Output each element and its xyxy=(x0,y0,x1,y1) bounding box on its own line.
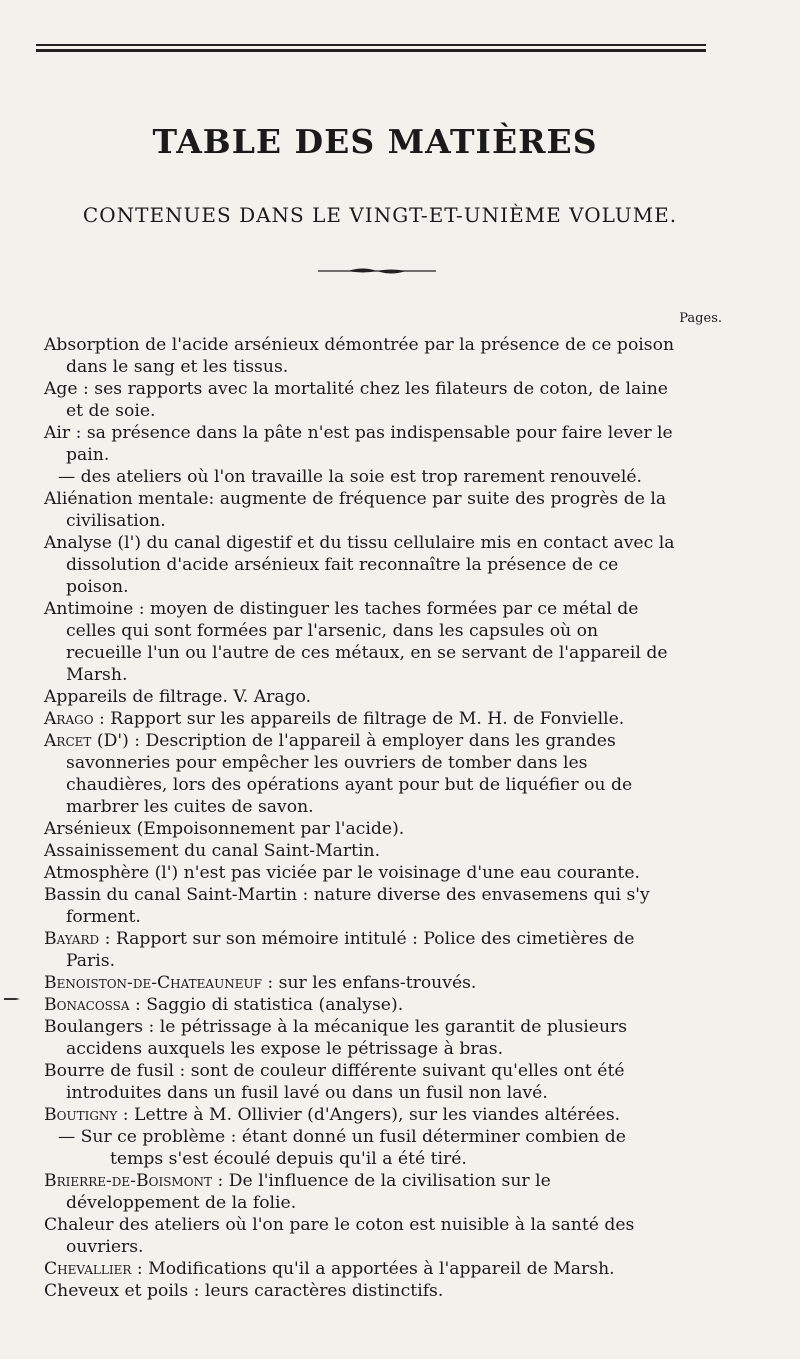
toc-entry-author: Arcet xyxy=(44,731,92,751)
toc-entry-text: Atmosphère (l') n'est pas viciée par le voisinage d'une eau courante. xyxy=(44,863,640,883)
toc-entry-text: : Modifications qu'il a apportées à l'appareil de Marsh. xyxy=(131,1259,615,1279)
toc-entry-text: : Saggio di statistica (analyse). xyxy=(129,995,404,1015)
toc-entry-text: — Sur ce problème : étant donné un fusil déterminer combien de temps s'est écoulé depuis qu'il a été tiré. xyxy=(58,1127,626,1169)
toc-entry-text: Antimoine : moyen de distinguer les taches formées par ce métal de celles qui sont formées par l'arsenic, dans les capsules où on recueille l'un ou l'autre de ces métaux, en se servant de l'appareil de Marsh. xyxy=(44,599,668,685)
toc-entry-text: Age : ses rapports avec la mortalité chez les filateurs de coton, de laine et de soie. xyxy=(44,379,668,421)
toc-entry-author: Brierre-de-Boismont xyxy=(44,1171,213,1191)
toc-entry-text: : Rapport sur son mémoire intitulé : Police des cimetières de Paris. xyxy=(66,929,635,971)
toc-entry-text: Bassin du canal Saint-Martin : nature diverse des envasemens qui s'y forment. xyxy=(44,885,650,927)
toc-entry-text: Assainissement du canal Saint-Martin. xyxy=(44,841,381,861)
toc-entry-author: Chevallier xyxy=(44,1259,132,1279)
toc-entry-text: — des ateliers où l'on travaille la soie est trop rarement renouvelé. xyxy=(58,467,642,487)
toc-entry-author: Boutigny xyxy=(44,1105,118,1125)
toc-entry-author: Benoiston-de-Chateauneuf xyxy=(44,973,262,993)
toc-entry-text: Appareils de filtrage. V. Arago. xyxy=(44,687,312,707)
toc-entry-text: (D') : Description de l'appareil à employer dans les grandes savonneries pour empêcher les ouvriers de tomber dans les chaudières, lors des opérations ayant pour but de liquéfier ou de marbrer les cuites de savon. xyxy=(66,731,633,817)
table-of-contents xyxy=(44,334,720,1302)
toc-entry-text: Aliénation mentale: augmente de fréquence par suite des progrès de la civilisation. xyxy=(44,489,667,531)
toc-entry xyxy=(44,1280,720,1302)
toc-entry-text: : Lettre à M. Ollivier (d'Angers), sur les viandes altérées. xyxy=(117,1105,621,1125)
toc-entry-author: Bonacossa xyxy=(44,995,130,1015)
toc-entry-text: : Rapport sur les appareils de filtrage de M. H. de Fonvielle. xyxy=(93,709,625,729)
toc-entry-author: Bayard xyxy=(44,929,100,949)
page-title: TABLE DES MATIÈRES xyxy=(152,122,598,161)
toc-entry-author: Arago xyxy=(44,709,94,729)
toc-entry-text: Arsénieux (Empoisonnement par l'acide). xyxy=(44,819,405,839)
toc-entry-text: Boulangers : le pétrissage à la mécanique les garantit de plusieurs accidens auxquels les expose le pétrissage à bras. xyxy=(44,1017,628,1059)
toc-entry-text: Air : sa présence dans la pâte n'est pas indispensable pour faire lever le pain. xyxy=(44,423,673,465)
toc-entry-text: Analyse (l') du canal digestif et du tissu cellulaire mis en contact avec la dissolution d'acide arsénieux fait reconnaître la présence de ce poison. xyxy=(44,533,675,597)
page-subtitle: CONTENUES DANS LE VINGT-ET-UNIÈME VOLUME. xyxy=(82,203,678,227)
margin-arrow-icon xyxy=(4,995,20,1003)
pages-column-label: Pages. xyxy=(679,311,722,326)
toc-entry-text: Cheveux et poils : leurs caractères distinctifs. xyxy=(44,1281,444,1301)
toc-entry-text: : De l'influence de la civilisation sur le développement de la folie. xyxy=(66,1171,551,1213)
toc-entry-text: : sur les enfans-trouvés. xyxy=(261,973,477,993)
toc-entry-text: Bourre de fusil : sont de couleur différente suivant qu'elles ont été introduites dans un fusil lavé ou dans un fusil non lavé. xyxy=(44,1061,625,1103)
toc-entry-text: Chaleur des ateliers où l'on pare le coton est nuisible à la santé des ouvriers. xyxy=(44,1215,635,1257)
toc-entry-text: Absorption de l'acide arsénieux démontrée par la présence de ce poison dans le sang et les tissus. xyxy=(44,335,675,377)
